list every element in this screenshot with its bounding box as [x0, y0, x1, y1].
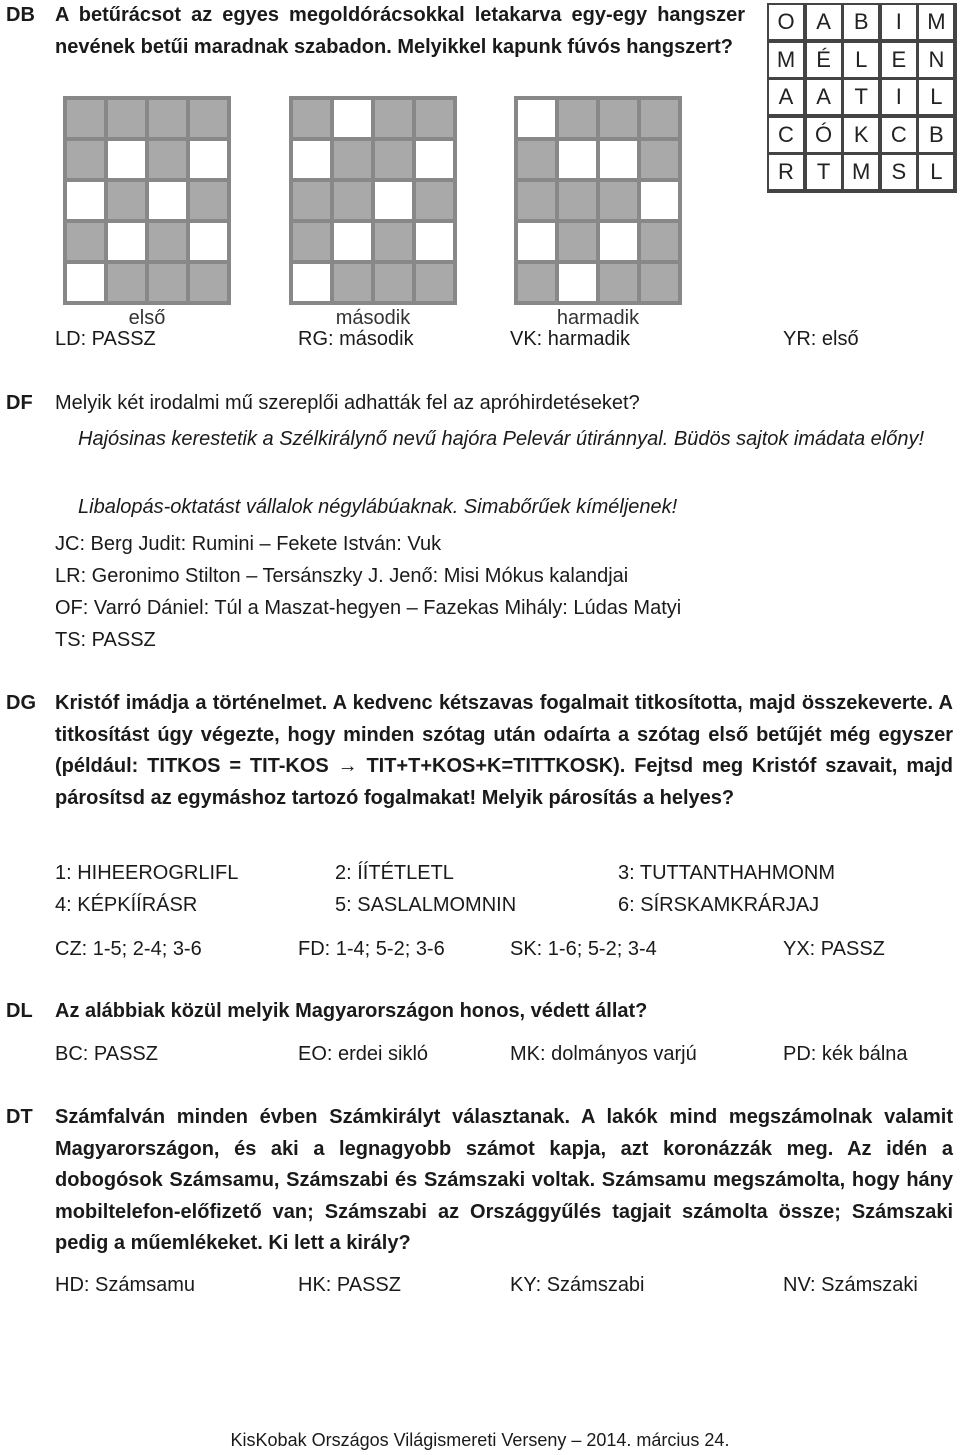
- grid-label: második: [335, 307, 411, 329]
- covered-cell: [559, 182, 596, 219]
- letter-cell: T: [844, 80, 878, 114]
- covered-cell: [518, 182, 555, 219]
- letter-cell: L: [919, 155, 953, 189]
- open-cell: [641, 182, 678, 219]
- letter-cell: L: [844, 43, 878, 77]
- open-cell: [149, 182, 186, 219]
- option[interactable]: VK: harmadik: [510, 328, 631, 350]
- grid-label: harmadik: [556, 307, 640, 329]
- covered-cell: [416, 182, 453, 219]
- covered-cell: [190, 100, 227, 137]
- covered-cell: [641, 223, 678, 260]
- open-cell: [416, 223, 453, 260]
- ad-text: Hajósinas kerestetik a Szélkirálynő nevű hajóra Pelevár útiránnyal. Büdös sajtok imádata előny!: [78, 428, 925, 450]
- option[interactable]: CZ: 1-5; 2-4; 3-6: [55, 938, 202, 960]
- question-code: DB: [6, 4, 35, 26]
- option[interactable]: YX: PASSZ: [783, 938, 885, 960]
- open-cell: [67, 264, 104, 301]
- covered-cell: [518, 264, 555, 301]
- covered-cell: [641, 264, 678, 301]
- option[interactable]: LR: Geronimo Stilton – Tersánszky J. Jenő: Misi Mókus kalandjai: [55, 565, 629, 587]
- option[interactable]: YR: első: [783, 328, 859, 350]
- letter-cell: A: [807, 5, 841, 39]
- covered-cell: [108, 100, 145, 137]
- letter-cell: A: [769, 80, 803, 114]
- covered-cell: [600, 182, 637, 219]
- option[interactable]: HK: PASSZ: [298, 1274, 401, 1296]
- covered-cell: [67, 100, 104, 137]
- letter-cell: L: [919, 80, 953, 114]
- open-cell: [334, 223, 371, 260]
- option[interactable]: OF: Varró Dániel: Túl a Maszat-hegyen – Fazekas Mihály: Lúdas Matyi: [55, 597, 682, 619]
- open-cell: [108, 141, 145, 178]
- covered-cell: [190, 264, 227, 301]
- word: 6: SÍRSKAMKRÁRJAJ: [618, 894, 820, 916]
- word: 3: TUTTANTHAHMONM: [618, 862, 836, 884]
- letter-cell: N: [919, 43, 953, 77]
- covered-cell: [375, 141, 412, 178]
- option[interactable]: RG: második: [298, 328, 414, 350]
- covered-cell: [559, 223, 596, 260]
- open-cell: [293, 141, 330, 178]
- letter-cell: Ó: [807, 118, 841, 152]
- open-cell: [334, 100, 371, 137]
- letter-cell: É: [807, 43, 841, 77]
- covered-cell: [149, 100, 186, 137]
- letter-cell: O: [769, 5, 803, 39]
- covered-cell: [108, 264, 145, 301]
- covered-cell: [641, 141, 678, 178]
- open-cell: [293, 264, 330, 301]
- open-cell: [559, 141, 596, 178]
- letter-cell: M: [769, 43, 803, 77]
- option[interactable]: FD: 1-4; 5-2; 3-6: [298, 938, 445, 960]
- question-text: A betűrácsot az egyes megoldórácsokkal letakarva egy-egy hangszer nevének betűi maradnak szabadon. Melyikkel kapunk fúvós hangszert?: [55, 4, 745, 58]
- option[interactable]: JC: Berg Judit: Rumini – Fekete István: Vuk: [55, 533, 442, 555]
- question-code: DG: [6, 692, 36, 714]
- letter-cell: M: [919, 5, 953, 39]
- covered-cell: [334, 141, 371, 178]
- word: 5: SASLALMOMNIN: [335, 894, 517, 916]
- open-cell: [67, 182, 104, 219]
- letter-cell: I: [882, 5, 916, 39]
- open-cell: [600, 223, 637, 260]
- page-footer: KisKobak Országos Világismereti Verseny – 2014. március 24.: [230, 1430, 730, 1450]
- covered-cell: [416, 100, 453, 137]
- question-text: Számfalván minden évben Számkirályt választanak. A lakók mind megszámolnak valamit Magyarországon, és aki a legnagyobb számot kapja, azt koronázzák meg. Az idén a dobogósok Számsamu, Számszabi és Számszaki voltak. Számsamu megszámolta, hogy hány mobiltelefon-előfizető van; Számszabi az Országgyűlés tagjait számolta össze; Számszaki pedig a műemlékeket. Ki lett a király?: [55, 1106, 953, 1254]
- covered-cell: [375, 223, 412, 260]
- letter-cell: M: [844, 155, 878, 189]
- covered-cell: [108, 182, 145, 219]
- letter-cell: T: [807, 155, 841, 189]
- covered-cell: [293, 182, 330, 219]
- letter-cell: I: [882, 80, 916, 114]
- covered-cell: [334, 264, 371, 301]
- solution-grid: [63, 96, 231, 305]
- covered-cell: [559, 100, 596, 137]
- covered-cell: [67, 223, 104, 260]
- covered-cell: [67, 141, 104, 178]
- ad-text: Libalopás-oktatást vállalok négylábúaknak. Simabőrűek kíméljenek!: [78, 496, 678, 518]
- open-cell: [416, 141, 453, 178]
- open-cell: [518, 100, 555, 137]
- word: 1: HIHEEROGRLIFL: [55, 862, 239, 884]
- solution-grid: [289, 96, 457, 305]
- solution-grid: [514, 96, 682, 305]
- letter-cell: C: [769, 118, 803, 152]
- option[interactable]: NV: Számszaki: [783, 1274, 918, 1296]
- option[interactable]: MK: dolmányos varjú: [510, 1043, 697, 1065]
- option[interactable]: TS: PASSZ: [55, 629, 156, 651]
- question-text: Melyik két irodalmi mű szereplői adhatták fel az apróhirdetéseket?: [55, 392, 640, 414]
- covered-cell: [149, 141, 186, 178]
- covered-cell: [416, 264, 453, 301]
- open-cell: [559, 264, 596, 301]
- question-text: Kristóf imádja a történelmet. A kedvenc kétszavas fogalmait titkosította, majd összekeverte. A titkosítást úgy végezte, hogy minden szótag után odaírta a szótag első betűjét még egyszer (például: TITKOS = TIT-KOS → TIT+T+KOS+K=TITTKOSK). Fejtsd meg Kristóf szavait, majd párosítsd az egymáshoz tartozó fogalmakat! Melyik párosítás a helyes?: [55, 692, 953, 809]
- letter-grid: [767, 3, 957, 193]
- question-code: DL: [6, 1000, 33, 1022]
- open-cell: [600, 141, 637, 178]
- letter-cell: R: [769, 155, 803, 189]
- open-cell: [190, 141, 227, 178]
- letter-cell: E: [882, 43, 916, 77]
- option[interactable]: PD: kék bálna: [783, 1043, 908, 1065]
- open-cell: [108, 223, 145, 260]
- covered-cell: [518, 141, 555, 178]
- covered-cell: [293, 100, 330, 137]
- grid-label: első: [128, 307, 166, 329]
- option[interactable]: HD: Számsamu: [55, 1274, 196, 1296]
- option[interactable]: LD: PASSZ: [55, 328, 156, 350]
- word: 2: ÍÍTÉTLETL: [335, 862, 454, 884]
- question-code: DF: [6, 392, 33, 414]
- letter-cell: B: [919, 118, 953, 152]
- covered-cell: [149, 223, 186, 260]
- word: 4: KÉPKÍÍRÁSR: [55, 894, 198, 916]
- option[interactable]: KY: Számszabi: [510, 1274, 645, 1296]
- covered-cell: [190, 182, 227, 219]
- covered-cell: [334, 182, 371, 219]
- covered-cell: [375, 100, 412, 137]
- letter-cell: S: [882, 155, 916, 189]
- letter-cell: A: [807, 80, 841, 114]
- covered-cell: [375, 264, 412, 301]
- covered-cell: [293, 223, 330, 260]
- open-cell: [190, 223, 227, 260]
- option[interactable]: EO: erdei sikló: [298, 1043, 429, 1065]
- letter-cell: B: [844, 5, 878, 39]
- letter-cell: C: [882, 118, 916, 152]
- open-cell: [518, 223, 555, 260]
- covered-cell: [600, 100, 637, 137]
- option[interactable]: BC: PASSZ: [55, 1043, 158, 1065]
- open-cell: [375, 182, 412, 219]
- question-code: DT: [6, 1106, 33, 1128]
- option[interactable]: SK: 1-6; 5-2; 3-4: [510, 938, 657, 960]
- covered-cell: [600, 264, 637, 301]
- letter-cell: K: [844, 118, 878, 152]
- question-text: Az alábbiak közül melyik Magyarországon honos, védett állat?: [55, 1000, 648, 1022]
- covered-cell: [149, 264, 186, 301]
- covered-cell: [641, 100, 678, 137]
